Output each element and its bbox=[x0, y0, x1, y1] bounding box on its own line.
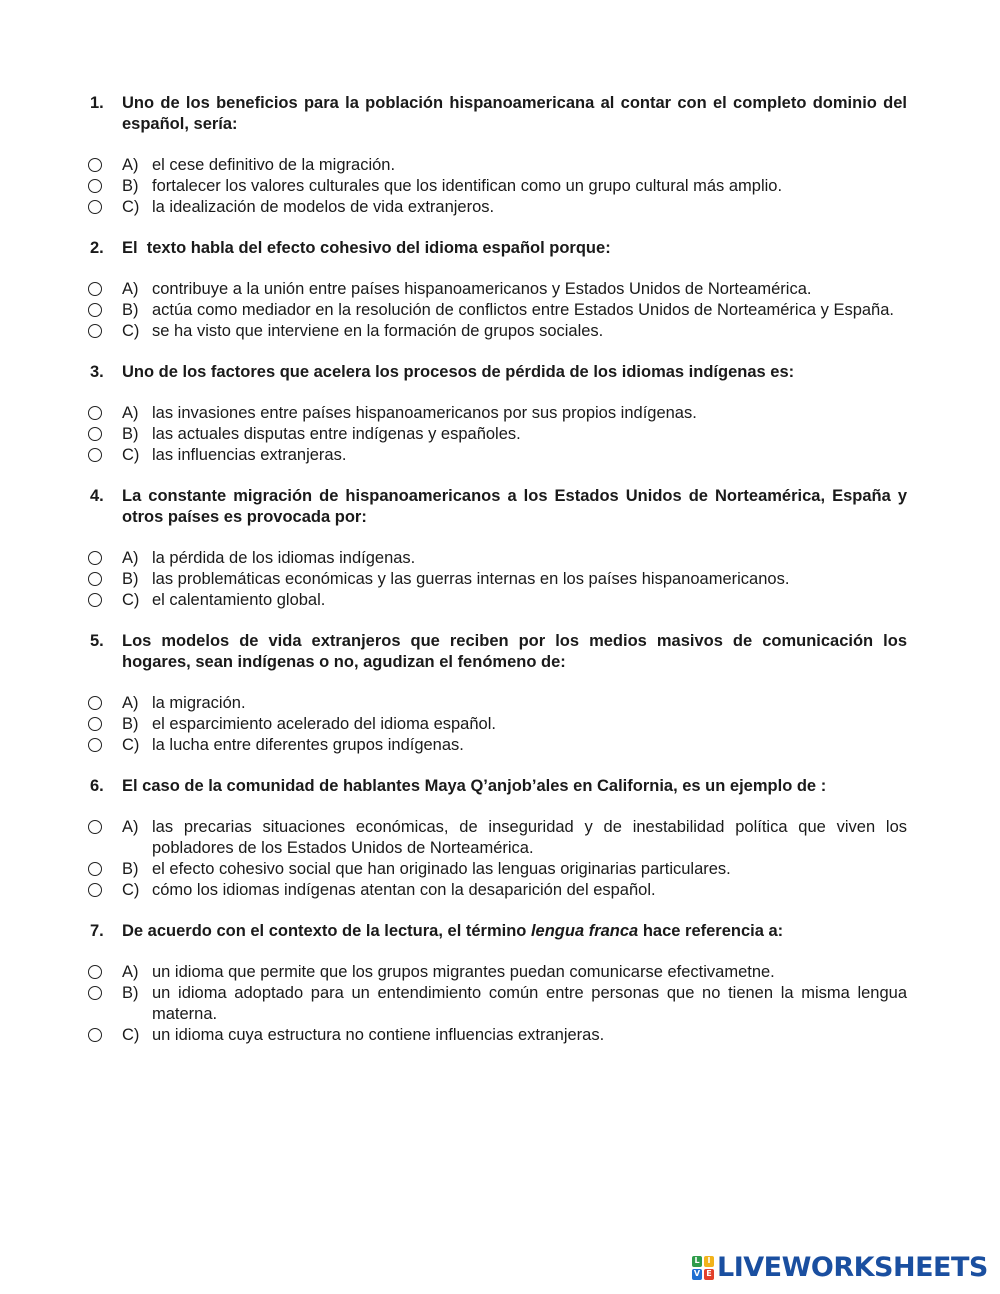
question-text: El caso de la comunidad de hablantes Maya Q’anjob’ales en California, es un ejemplo de : bbox=[122, 777, 827, 795]
radio-button[interactable] bbox=[88, 324, 102, 338]
radio-button[interactable] bbox=[88, 572, 102, 586]
radio-button[interactable] bbox=[88, 883, 102, 897]
question-text bbox=[122, 921, 907, 942]
option-letter: C) bbox=[122, 322, 140, 340]
option-letter: C) bbox=[122, 591, 140, 609]
answer-option[interactable] bbox=[0, 548, 907, 569]
liveworksheets-logo-text: LIVEWORKSHEETS bbox=[717, 1252, 988, 1283]
answer-option[interactable] bbox=[0, 279, 907, 300]
radio-button[interactable] bbox=[88, 303, 102, 317]
radio-button[interactable] bbox=[88, 986, 102, 1000]
question-text: El texto habla del efecto cohesivo del idioma español porque: bbox=[122, 239, 611, 257]
answer-option[interactable] bbox=[0, 859, 907, 880]
question-line bbox=[0, 631, 907, 673]
option-letter: C) bbox=[122, 198, 140, 216]
option-letter: A) bbox=[122, 549, 139, 567]
radio-button[interactable] bbox=[88, 179, 102, 193]
answer-option[interactable] bbox=[0, 735, 907, 756]
question-line bbox=[0, 776, 907, 797]
question-line bbox=[0, 921, 907, 942]
answer-option[interactable] bbox=[0, 424, 907, 445]
option-letter: A) bbox=[122, 963, 139, 981]
radio-button[interactable] bbox=[88, 1028, 102, 1042]
question-text-italic: lengua franca bbox=[530, 922, 639, 940]
question-text-start: De acuerdo con el contexto de la lectura, el término bbox=[122, 922, 531, 940]
radio-button[interactable] bbox=[88, 717, 102, 731]
option-text: la pérdida de los idiomas indígenas. bbox=[152, 549, 416, 567]
question-number: 2. bbox=[90, 239, 104, 257]
option-text: las invasiones entre países hispanoamericanos por sus propios indígenas. bbox=[152, 404, 697, 422]
question-4 bbox=[0, 486, 1000, 611]
option-text: las precarias situaciones económicas, de inseguridad y de inestabilidad política que viven los pobladores de los Estados Unidos de Norteamérica. bbox=[152, 818, 907, 857]
option-letter: C) bbox=[122, 446, 140, 464]
question-text: Uno de los beneficios para la población hispanoamericana al contar con el completo dominio del español, sería: bbox=[122, 94, 907, 133]
question-line bbox=[0, 238, 907, 259]
radio-button[interactable] bbox=[88, 282, 102, 296]
question-text-end: hace referencia a: bbox=[638, 922, 784, 940]
answer-option[interactable] bbox=[0, 962, 907, 983]
radio-button[interactable] bbox=[88, 738, 102, 752]
answer-option[interactable] bbox=[0, 445, 907, 466]
question-number: 3. bbox=[90, 363, 104, 381]
answer-option[interactable] bbox=[0, 817, 907, 859]
worksheet bbox=[0, 93, 1000, 1066]
answer-option[interactable] bbox=[0, 983, 907, 1025]
option-letter: B) bbox=[122, 177, 139, 195]
option-letter: A) bbox=[122, 280, 139, 298]
option-text: un idioma cuya estructura no contiene influencias extranjeras. bbox=[152, 1026, 605, 1044]
option-text: el calentamiento global. bbox=[152, 591, 326, 609]
option-letter: C) bbox=[122, 881, 140, 899]
question-text: Uno de los factores que acelera los procesos de pérdida de los idiomas indígenas es: bbox=[122, 363, 795, 381]
question-line bbox=[0, 362, 907, 383]
option-text: las actuales disputas entre indígenas y españoles. bbox=[152, 425, 521, 443]
option-letter: B) bbox=[122, 984, 139, 1002]
option-text: contribuye a la unión entre países hispanoamericanos y Estados Unidos de Norteamérica. bbox=[152, 280, 812, 298]
answer-option[interactable] bbox=[0, 403, 907, 424]
question-number: 5. bbox=[90, 632, 104, 650]
question-7 bbox=[0, 921, 1000, 1046]
logo-tile-e: E bbox=[704, 1269, 714, 1280]
radio-button[interactable] bbox=[88, 965, 102, 979]
radio-button[interactable] bbox=[88, 427, 102, 441]
question-text: La constante migración de hispanoamericanos a los Estados Unidos de Norteamérica, España y otros países es provocada por: bbox=[122, 487, 907, 526]
option-text: cómo los idiomas indígenas atentan con la desaparición del español. bbox=[152, 881, 656, 899]
answer-option[interactable] bbox=[0, 197, 907, 218]
radio-button[interactable] bbox=[88, 820, 102, 834]
option-text: un idioma adoptado para un entendimiento común entre personas que no tienen la misma lengua materna. bbox=[152, 984, 907, 1023]
option-letter: B) bbox=[122, 570, 139, 588]
option-text: las influencias extranjeras. bbox=[152, 446, 347, 464]
liveworksheets-logo-icon bbox=[692, 1256, 714, 1280]
option-letter: C) bbox=[122, 1026, 140, 1044]
question-1 bbox=[0, 93, 1000, 218]
answer-option[interactable] bbox=[0, 590, 907, 611]
option-letter: B) bbox=[122, 301, 139, 319]
answer-option[interactable] bbox=[0, 714, 907, 735]
question-number: 7. bbox=[90, 922, 104, 940]
option-text: la lucha entre diferentes grupos indígenas. bbox=[152, 736, 464, 754]
answer-option[interactable] bbox=[0, 321, 907, 342]
answer-option[interactable] bbox=[0, 569, 907, 590]
radio-button[interactable] bbox=[88, 200, 102, 214]
radio-button[interactable] bbox=[88, 551, 102, 565]
logo-tile-l: L bbox=[692, 1256, 702, 1267]
radio-button[interactable] bbox=[88, 862, 102, 876]
liveworksheets-logo bbox=[692, 1252, 988, 1283]
option-letter: A) bbox=[122, 404, 139, 422]
option-letter: B) bbox=[122, 860, 139, 878]
radio-button[interactable] bbox=[88, 593, 102, 607]
option-text: actúa como mediador en la resolución de conflictos entre Estados Unidos de Norteamérica y España. bbox=[152, 301, 894, 319]
question-line bbox=[0, 93, 907, 135]
question-text: Los modelos de vida extranjeros que reciben por los medios masivos de comunicación los hogares, sean indígenas o no, agudizan el fenómeno de: bbox=[122, 632, 907, 671]
answer-option[interactable] bbox=[0, 176, 907, 197]
option-text: la idealización de modelos de vida extranjeros. bbox=[152, 198, 495, 216]
option-text: el cese definitivo de la migración. bbox=[152, 156, 396, 174]
option-letter: C) bbox=[122, 736, 140, 754]
question-5 bbox=[0, 631, 1000, 756]
option-text: el efecto cohesivo social que han originado las lenguas originarias particulares. bbox=[152, 860, 731, 878]
answer-option[interactable] bbox=[0, 300, 907, 321]
answer-option[interactable] bbox=[0, 693, 907, 714]
option-text: se ha visto que interviene en la formación de grupos sociales. bbox=[152, 322, 604, 340]
answer-option[interactable] bbox=[0, 1025, 907, 1046]
option-letter: B) bbox=[122, 425, 139, 443]
question-number: 4. bbox=[90, 487, 104, 505]
option-text: fortalecer los valores culturales que los identifican como un grupo cultural más amplio. bbox=[152, 177, 783, 195]
question-2 bbox=[0, 238, 1000, 342]
question-number: 1. bbox=[90, 94, 104, 112]
answer-option[interactable] bbox=[0, 880, 907, 901]
radio-button[interactable] bbox=[88, 158, 102, 172]
question-6 bbox=[0, 776, 1000, 901]
option-letter: B) bbox=[122, 715, 139, 733]
radio-button[interactable] bbox=[88, 406, 102, 420]
option-text: las problemáticas económicas y las guerras internas en los países hispanoamericanos. bbox=[152, 570, 790, 588]
radio-button[interactable] bbox=[88, 696, 102, 710]
answer-option[interactable] bbox=[0, 155, 907, 176]
question-3 bbox=[0, 362, 1000, 466]
question-number: 6. bbox=[90, 777, 104, 795]
option-text: un idioma que permite que los grupos migrantes puedan comunicarse efectivametne. bbox=[152, 963, 775, 981]
option-letter: A) bbox=[122, 818, 139, 836]
option-text: la migración. bbox=[152, 694, 246, 712]
logo-tile-i: I bbox=[704, 1256, 714, 1267]
option-letter: A) bbox=[122, 156, 139, 174]
option-letter: A) bbox=[122, 694, 139, 712]
option-text: el esparcimiento acelerado del idioma español. bbox=[152, 715, 496, 733]
radio-button[interactable] bbox=[88, 448, 102, 462]
question-line bbox=[0, 486, 907, 528]
logo-tile-v: V bbox=[693, 1269, 701, 1278]
